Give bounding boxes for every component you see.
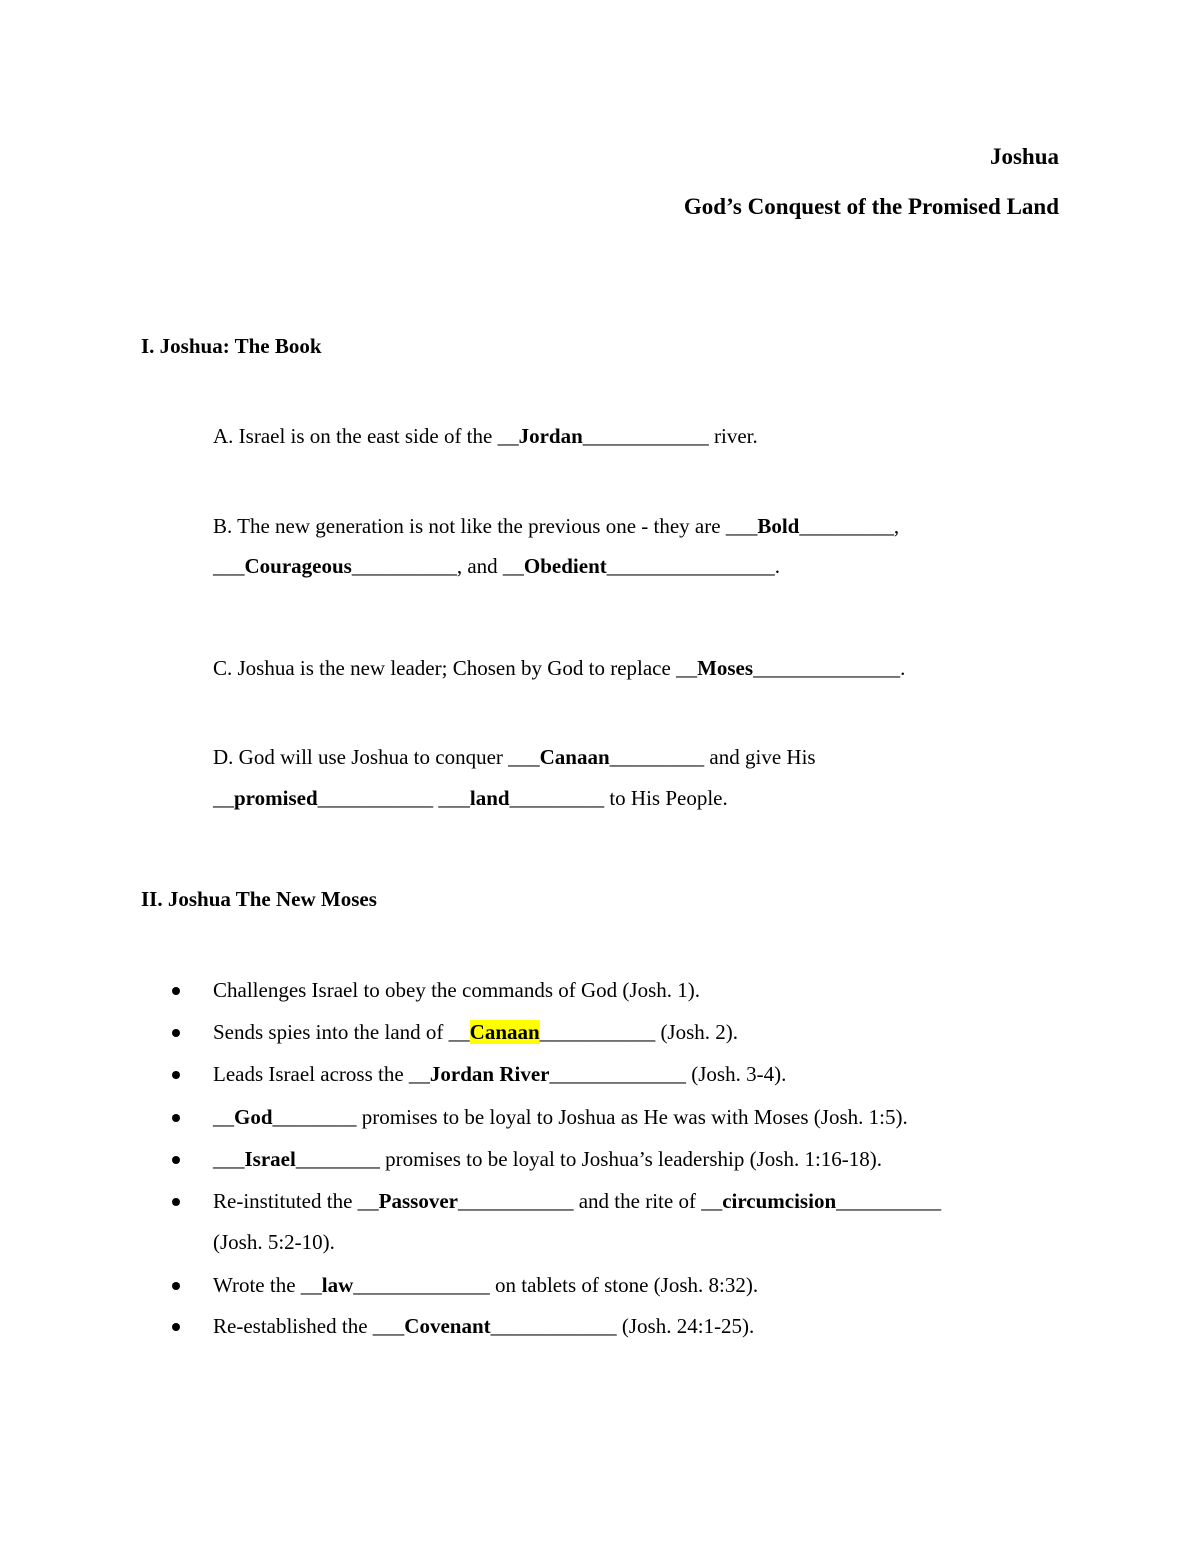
answer-obedient: Obedient: [523, 554, 607, 578]
answer-moses: Moses: [697, 656, 754, 680]
line-end: .: [900, 656, 906, 680]
answer-courageous: Courageous: [244, 554, 352, 578]
bullet-item: [213, 1188, 941, 1214]
blank-tail: ________: [295, 1147, 380, 1171]
blank-lead: ___: [213, 1147, 245, 1171]
blank-lead: __: [213, 1105, 234, 1129]
answer-bold: Bold: [757, 514, 800, 538]
bullet-item: [213, 1061, 786, 1087]
bullet-text: Sends spies into the land of: [213, 1020, 449, 1044]
blank-tail: ____________: [582, 424, 709, 448]
blank-lead: __: [497, 424, 519, 448]
blank-lead: __: [676, 656, 698, 680]
bullet-text-end: promises to be loyal to Joshua’s leadership (Josh. 1:16-18).: [379, 1147, 883, 1171]
bullet-text: Leads Israel across the: [213, 1062, 409, 1086]
blank-lead: __: [502, 554, 524, 578]
blank-lead: ___: [372, 1314, 405, 1338]
bullet-item: [213, 1019, 738, 1045]
blank-tail: _____________: [549, 1062, 686, 1086]
blank-tail: _________: [509, 786, 605, 810]
answer-covenant: Covenant: [404, 1314, 491, 1338]
separator: , and: [456, 554, 503, 578]
item-b-line-1: [213, 513, 899, 539]
bullet-icon: [172, 987, 180, 995]
blank-lead: __: [701, 1189, 723, 1213]
bullet-item: [213, 1313, 754, 1339]
item-c: [213, 655, 905, 681]
answer-circumcision: circumcision: [722, 1189, 837, 1213]
bullet-item-continuation: (Josh. 5:2-10).: [213, 1230, 335, 1254]
bullet-icon: [172, 1282, 180, 1290]
blank-tail: ________: [272, 1105, 357, 1129]
bullet-text: Wrote the: [213, 1273, 301, 1297]
line-end: .: [774, 554, 781, 578]
item-d-text-end: to His People.: [604, 786, 728, 810]
blank-lead: __: [213, 786, 234, 810]
blank-tail: __________: [351, 554, 457, 578]
item-d-line-2: [213, 785, 728, 811]
answer-land: land: [469, 786, 510, 810]
document-subtitle: God’s Conquest of the Promised Land: [683, 194, 1059, 219]
document-title: Joshua: [989, 144, 1059, 169]
bullet-item: [213, 1146, 882, 1172]
bullet-text: Re-instituted the: [213, 1189, 358, 1213]
section-2-heading: II. Joshua The New Moses: [141, 887, 377, 911]
blank-tail: _________: [609, 745, 705, 769]
blank-lead: __: [357, 1189, 379, 1213]
separator: ,: [893, 514, 900, 538]
bullet-item: [213, 1272, 758, 1298]
bullet-item: Challenges Israel to obey the commands of God (Josh. 1).: [213, 978, 700, 1002]
answer-law: law: [321, 1273, 354, 1297]
bullet-icon: [172, 1323, 180, 1331]
item-b-text: B. The new generation is not like the previous one - they are: [213, 514, 726, 538]
blank-lead: ___: [725, 514, 758, 538]
blank-tail: _________: [799, 514, 894, 538]
answer-canaan-highlighted: Canaan: [469, 1020, 540, 1044]
blank-tail: ___________: [317, 786, 434, 810]
bullet-text-mid: and the rite of: [573, 1189, 702, 1213]
bullet-text-end: (Josh. 3-4).: [686, 1062, 787, 1086]
bullet-item: [213, 1104, 908, 1130]
answer-promised: promised: [234, 786, 318, 810]
blank-tail: ____________: [490, 1314, 617, 1338]
answer-canaan: Canaan: [539, 745, 610, 769]
bullet-icon: [172, 1198, 180, 1206]
section-1-heading: I. Joshua: The Book: [141, 334, 322, 358]
blank-lead: ___: [508, 745, 540, 769]
blank-tail: ___________: [539, 1020, 656, 1044]
bullet-icon: [172, 1071, 180, 1079]
item-b-line-2: [213, 553, 780, 579]
bullet-text-end: (Josh. 24:1-25).: [616, 1314, 755, 1338]
answer-jordan-river: Jordan River: [429, 1062, 550, 1086]
item-a: [213, 423, 758, 449]
bullet-text: Re-established the: [213, 1314, 373, 1338]
blank-lead: ___: [438, 786, 470, 810]
blank-tail: ______________: [753, 656, 901, 680]
blank-lead: __: [300, 1273, 322, 1297]
bullet-icon: [172, 1156, 180, 1164]
answer-jordan: Jordan: [518, 424, 583, 448]
blank-tail: __________: [836, 1189, 942, 1213]
bullet-text-end: on tablets of stone (Josh. 8:32).: [489, 1273, 759, 1297]
item-a-text-end: river.: [708, 424, 758, 448]
blank-tail: ________________: [606, 554, 775, 578]
blank-lead: ___: [213, 554, 245, 578]
bullet-icon: [172, 1029, 180, 1037]
item-a-text: A. Israel is on the east side of the: [213, 424, 498, 448]
blank-lead: __: [448, 1020, 470, 1044]
blank-lead: __: [408, 1062, 430, 1086]
item-d-text: D. God will use Joshua to conquer: [213, 745, 509, 769]
answer-god: God: [234, 1105, 273, 1129]
bullet-text-end: promises to be loyal to Joshua as He was with Moses (Josh. 1:5).: [356, 1105, 908, 1129]
item-d-text-mid: and give His: [704, 745, 816, 769]
item-d-line-1: [213, 744, 816, 770]
bullet-icon: [172, 1114, 180, 1122]
answer-passover: Passover: [378, 1189, 458, 1213]
blank-tail: ___________: [457, 1189, 574, 1213]
answer-israel: Israel: [244, 1147, 296, 1171]
bullet-text-end: (Josh. 2).: [655, 1020, 739, 1044]
blank-tail: _____________: [353, 1273, 490, 1297]
item-c-text: C. Joshua is the new leader; Chosen by God to replace: [213, 656, 677, 680]
